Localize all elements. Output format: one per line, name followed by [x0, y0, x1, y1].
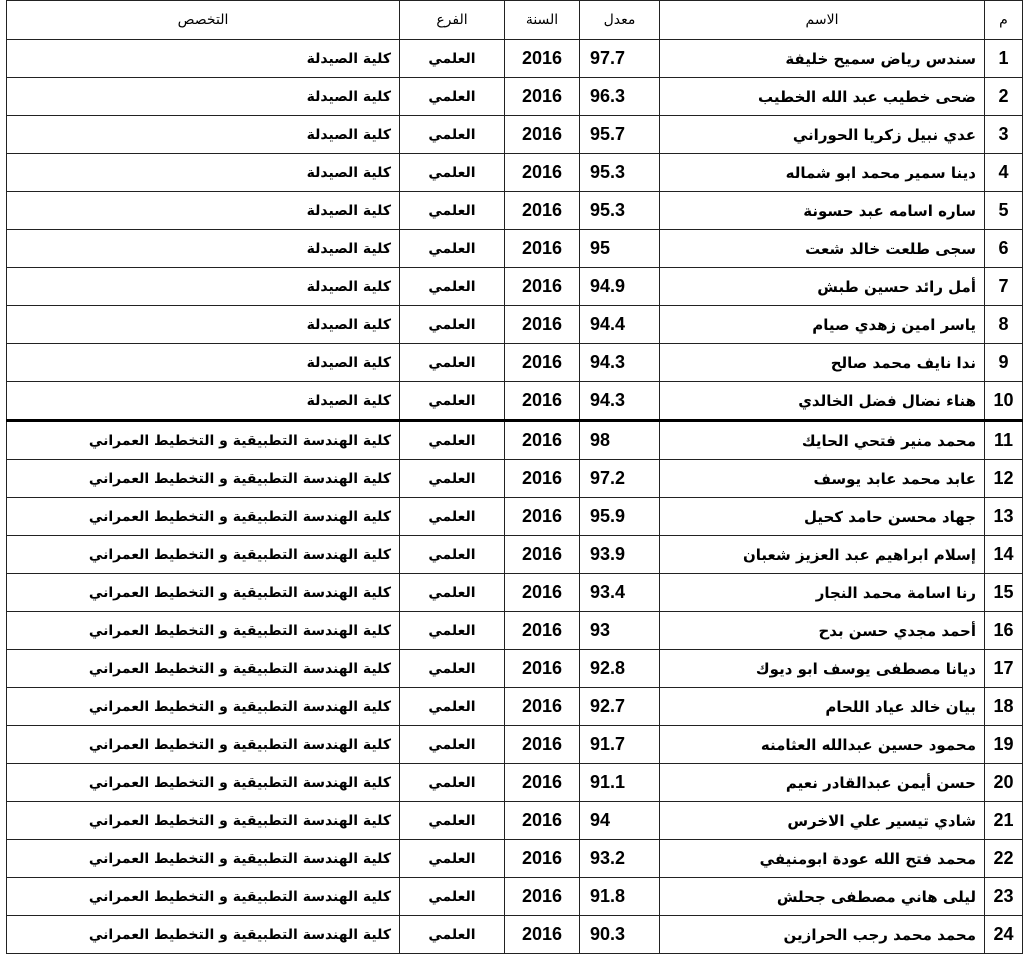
graduation-year: 2016: [505, 230, 580, 268]
header-row: [7, 1, 1023, 40]
table-row: [7, 344, 1023, 382]
average-score: 95.3: [580, 154, 660, 192]
graduation-year: 2016: [505, 268, 580, 306]
specialization: كلية الهندسة التطبيقية و التخطيط العمراني: [7, 498, 400, 536]
student-name: حسن أيمن عبدالقادر نعيم: [660, 764, 985, 802]
specialization: كلية الصيدلة: [7, 40, 400, 78]
header-spec: التخصص: [7, 1, 400, 40]
row-number: 9: [985, 344, 1023, 382]
average-score: 93.2: [580, 840, 660, 878]
table-row: [7, 650, 1023, 688]
students-table: [6, 0, 1023, 954]
average-score: 95: [580, 230, 660, 268]
specialization: كلية الصيدلة: [7, 306, 400, 344]
table-row: [7, 536, 1023, 574]
row-number: 5: [985, 192, 1023, 230]
table-row: [7, 840, 1023, 878]
specialization: كلية الهندسة التطبيقية و التخطيط العمراني: [7, 460, 400, 498]
graduation-year: 2016: [505, 650, 580, 688]
average-score: 94: [580, 802, 660, 840]
student-name: أحمد مجدي حسن بدح: [660, 612, 985, 650]
branch: العلمي: [400, 764, 505, 802]
row-number: 15: [985, 574, 1023, 612]
header-name: الاسم: [660, 1, 985, 40]
student-name: ساره اسامه عبد حسونة: [660, 192, 985, 230]
average-score: 92.7: [580, 688, 660, 726]
branch: العلمي: [400, 421, 505, 460]
student-name: عابد محمد عابد يوسف: [660, 460, 985, 498]
specialization: كلية الصيدلة: [7, 192, 400, 230]
student-name: محمد محمد رجب الحرازين: [660, 916, 985, 954]
table-body: [7, 40, 1023, 954]
specialization: كلية الهندسة التطبيقية و التخطيط العمراني: [7, 574, 400, 612]
row-number: 21: [985, 802, 1023, 840]
specialization: كلية الهندسة التطبيقية و التخطيط العمراني: [7, 421, 400, 460]
specialization: كلية الصيدلة: [7, 344, 400, 382]
header-avg: معدل: [580, 1, 660, 40]
table-row: [7, 688, 1023, 726]
table-row: [7, 612, 1023, 650]
row-number: 3: [985, 116, 1023, 154]
branch: العلمي: [400, 840, 505, 878]
average-score: 91.8: [580, 878, 660, 916]
branch: العلمي: [400, 612, 505, 650]
branch: العلمي: [400, 802, 505, 840]
average-score: 94.3: [580, 382, 660, 421]
specialization: كلية الهندسة التطبيقية و التخطيط العمراني: [7, 536, 400, 574]
row-number: 19: [985, 726, 1023, 764]
branch: العلمي: [400, 726, 505, 764]
graduation-year: 2016: [505, 382, 580, 421]
table-row: [7, 192, 1023, 230]
student-name: سجى طلعت خالد شعت: [660, 230, 985, 268]
average-score: 93.9: [580, 536, 660, 574]
branch: العلمي: [400, 460, 505, 498]
student-name: جهاد محسن حامد كحيل: [660, 498, 985, 536]
table-row: [7, 382, 1023, 421]
graduation-year: 2016: [505, 192, 580, 230]
average-score: 95.9: [580, 498, 660, 536]
table-row: [7, 154, 1023, 192]
specialization: كلية الهندسة التطبيقية و التخطيط العمراني: [7, 688, 400, 726]
average-score: 94.3: [580, 344, 660, 382]
table-row: [7, 726, 1023, 764]
student-name: ياسر امين زهدي صيام: [660, 306, 985, 344]
graduation-year: 2016: [505, 574, 580, 612]
branch: العلمي: [400, 344, 505, 382]
branch: العلمي: [400, 536, 505, 574]
specialization: كلية الصيدلة: [7, 230, 400, 268]
specialization: كلية الصيدلة: [7, 154, 400, 192]
branch: العلمي: [400, 230, 505, 268]
row-number: 23: [985, 878, 1023, 916]
graduation-year: 2016: [505, 726, 580, 764]
row-number: 7: [985, 268, 1023, 306]
row-number: 11: [985, 421, 1023, 460]
average-score: 93.4: [580, 574, 660, 612]
branch: العلمي: [400, 574, 505, 612]
row-number: 1: [985, 40, 1023, 78]
row-number: 22: [985, 840, 1023, 878]
student-name: ضحى خطيب عبد الله الخطيب: [660, 78, 985, 116]
row-number: 14: [985, 536, 1023, 574]
graduation-year: 2016: [505, 40, 580, 78]
graduation-year: 2016: [505, 878, 580, 916]
row-number: 4: [985, 154, 1023, 192]
branch: العلمي: [400, 650, 505, 688]
specialization: كلية الهندسة التطبيقية و التخطيط العمراني: [7, 650, 400, 688]
specialization: كلية الهندسة التطبيقية و التخطيط العمراني: [7, 612, 400, 650]
branch: العلمي: [400, 192, 505, 230]
branch: العلمي: [400, 268, 505, 306]
average-score: 94.4: [580, 306, 660, 344]
student-name: ليلى هاني مصطفى جحلش: [660, 878, 985, 916]
table-row: [7, 764, 1023, 802]
graduation-year: 2016: [505, 116, 580, 154]
table-row: [7, 230, 1023, 268]
table-row: [7, 878, 1023, 916]
specialization: كلية الصيدلة: [7, 268, 400, 306]
table-row: [7, 78, 1023, 116]
student-name: دينا سمير محمد ابو شماله: [660, 154, 985, 192]
student-name: أمل رائد حسين طبش: [660, 268, 985, 306]
student-name: هناء نضال فضل الخالدي: [660, 382, 985, 421]
header-num: م: [985, 1, 1023, 40]
table-row: [7, 421, 1023, 460]
specialization: كلية الهندسة التطبيقية و التخطيط العمراني: [7, 840, 400, 878]
average-score: 91.1: [580, 764, 660, 802]
average-score: 94.9: [580, 268, 660, 306]
graduation-year: 2016: [505, 421, 580, 460]
table-row: [7, 574, 1023, 612]
student-name: محمود حسين عبدالله العثامنه: [660, 726, 985, 764]
graduation-year: 2016: [505, 764, 580, 802]
average-score: 96.3: [580, 78, 660, 116]
header-year: السنة: [505, 1, 580, 40]
student-name: ندا نايف محمد صالح: [660, 344, 985, 382]
table-row: [7, 306, 1023, 344]
table-row: [7, 268, 1023, 306]
row-number: 8: [985, 306, 1023, 344]
branch: العلمي: [400, 382, 505, 421]
table-row: [7, 498, 1023, 536]
specialization: كلية الهندسة التطبيقية و التخطيط العمراني: [7, 916, 400, 954]
specialization: كلية الهندسة التطبيقية و التخطيط العمراني: [7, 726, 400, 764]
student-name: رنا اسامة محمد النجار: [660, 574, 985, 612]
row-number: 16: [985, 612, 1023, 650]
table-row: [7, 40, 1023, 78]
graduation-year: 2016: [505, 802, 580, 840]
graduation-year: 2016: [505, 688, 580, 726]
row-number: 2: [985, 78, 1023, 116]
row-number: 6: [985, 230, 1023, 268]
graduation-year: 2016: [505, 916, 580, 954]
average-score: 97.7: [580, 40, 660, 78]
branch: العلمي: [400, 154, 505, 192]
student-name: محمد منير فتحي الحايك: [660, 421, 985, 460]
average-score: 95.3: [580, 192, 660, 230]
graduation-year: 2016: [505, 536, 580, 574]
average-score: 92.8: [580, 650, 660, 688]
row-number: 10: [985, 382, 1023, 421]
branch: العلمي: [400, 116, 505, 154]
specialization: كلية الصيدلة: [7, 382, 400, 421]
branch: العلمي: [400, 78, 505, 116]
row-number: 13: [985, 498, 1023, 536]
graduation-year: 2016: [505, 78, 580, 116]
branch: العلمي: [400, 916, 505, 954]
specialization: كلية الهندسة التطبيقية و التخطيط العمراني: [7, 878, 400, 916]
branch: العلمي: [400, 40, 505, 78]
graduation-year: 2016: [505, 154, 580, 192]
branch: العلمي: [400, 306, 505, 344]
average-score: 97.2: [580, 460, 660, 498]
average-score: 93: [580, 612, 660, 650]
student-name: ديانا مصطفى يوسف ابو ديوك: [660, 650, 985, 688]
graduation-year: 2016: [505, 460, 580, 498]
row-number: 24: [985, 916, 1023, 954]
row-number: 12: [985, 460, 1023, 498]
table-header: [7, 1, 1023, 40]
branch: العلمي: [400, 498, 505, 536]
student-name: سندس رياض سميح خليفة: [660, 40, 985, 78]
student-name: إسلام ابراهيم عبد العزيز شعبان: [660, 536, 985, 574]
student-name: شادي تيسير علي الاخرس: [660, 802, 985, 840]
average-score: 98: [580, 421, 660, 460]
specialization: كلية الصيدلة: [7, 78, 400, 116]
header-branch: الفرع: [400, 1, 505, 40]
graduation-year: 2016: [505, 306, 580, 344]
table-row: [7, 460, 1023, 498]
table-row: [7, 116, 1023, 154]
graduation-year: 2016: [505, 344, 580, 382]
table-row: [7, 802, 1023, 840]
branch: العلمي: [400, 878, 505, 916]
row-number: 18: [985, 688, 1023, 726]
average-score: 91.7: [580, 726, 660, 764]
graduation-year: 2016: [505, 498, 580, 536]
specialization: كلية الصيدلة: [7, 116, 400, 154]
specialization: كلية الهندسة التطبيقية و التخطيط العمراني: [7, 802, 400, 840]
average-score: 90.3: [580, 916, 660, 954]
branch: العلمي: [400, 688, 505, 726]
table-row: [7, 916, 1023, 954]
graduation-year: 2016: [505, 840, 580, 878]
student-name: عدي نبيل زكريا الحوراني: [660, 116, 985, 154]
student-name: محمد فتح الله عودة ابومنيفي: [660, 840, 985, 878]
graduation-year: 2016: [505, 612, 580, 650]
average-score: 95.7: [580, 116, 660, 154]
row-number: 20: [985, 764, 1023, 802]
row-number: 17: [985, 650, 1023, 688]
student-name: بيان خالد عياد اللحام: [660, 688, 985, 726]
specialization: كلية الهندسة التطبيقية و التخطيط العمراني: [7, 764, 400, 802]
